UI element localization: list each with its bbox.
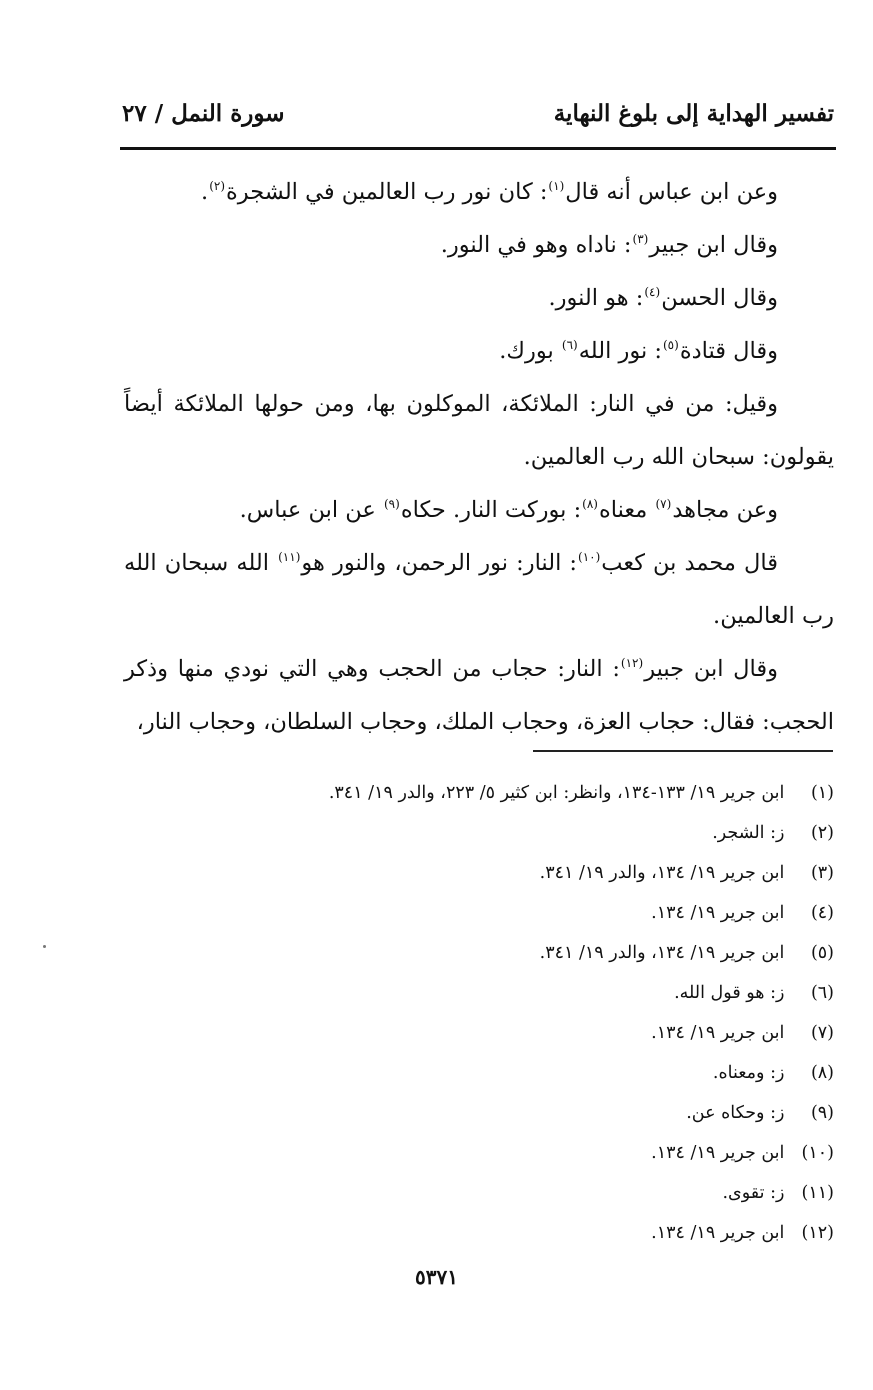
- footnote-text: ابن جرير ١٩/ ١٣٤، والدر ١٩/ ٣٤١.: [539, 943, 785, 963]
- footnote-number: (١١): [801, 1183, 834, 1203]
- footnote-6: [124, 973, 834, 1013]
- paragraph-3: [124, 272, 834, 325]
- text-run: : نور الله: [578, 338, 662, 364]
- paragraph-5: [124, 378, 834, 484]
- footnote-5: [124, 933, 834, 973]
- footnote-9: [124, 1093, 834, 1133]
- text-run: وعن مجاهد: [672, 497, 778, 523]
- text-run: وقال ابن جبير: [649, 232, 778, 258]
- footnote-1: [124, 773, 834, 813]
- footnote-text: ابن جرير ١٩/ ١٣٤، والدر ١٩/ ٣٤١.: [539, 863, 785, 883]
- footnote-10: [124, 1133, 834, 1173]
- footnote-text: ابن جرير ١٩/ ١٣٤.: [651, 1223, 785, 1243]
- footnote-text: ابن جرير ١٩/ ١٣٤.: [651, 1023, 785, 1043]
- footnote-text: ز: وحكاه عن.: [686, 1103, 785, 1123]
- text-run: وقال الحسن: [661, 285, 778, 311]
- footnote-separator: [533, 750, 833, 752]
- text-run: عن ابن عباس.: [239, 497, 383, 523]
- paragraph-1: [124, 166, 834, 219]
- footnote-number: (٩): [810, 1103, 834, 1123]
- footnote-number: (١٢): [801, 1223, 834, 1243]
- text-run: معناه: [598, 497, 655, 523]
- footnote-ref-2: (٢): [209, 179, 226, 193]
- text-run: وقال ابن جبير: [644, 656, 779, 682]
- footnote-4: [124, 893, 834, 933]
- footnote-ref-1: (١): [548, 179, 565, 193]
- text-run: : كان نور رب العالمين في الشجرة: [226, 179, 548, 205]
- footnote-text: ز: الشجر.: [712, 823, 785, 843]
- footnote-number: (٥): [810, 943, 834, 963]
- footnote-ref-5: (٥): [662, 338, 679, 352]
- text-run: الله سبحان الله رب العالمين.: [124, 550, 834, 629]
- text-run: بورك.: [499, 338, 561, 364]
- footnote-11: [124, 1173, 834, 1213]
- paragraph-2: [124, 219, 834, 272]
- main-text: [124, 166, 834, 749]
- footnote-ref-6: (٦): [561, 338, 578, 352]
- footnote-ref-3: (٣): [632, 232, 649, 246]
- paragraph-8: [124, 643, 834, 749]
- text-run: وعن ابن عباس أنه قال: [565, 179, 778, 205]
- paragraph-6: [124, 484, 834, 537]
- footnote-8: [124, 1053, 834, 1093]
- footnote-ref-10: (١٠): [578, 550, 601, 564]
- footnote-number: (٢): [810, 823, 834, 843]
- footnote-number: (١٠): [801, 1143, 834, 1163]
- footnote-number: (٣): [810, 863, 834, 883]
- footnote-text: ز: ومعناه.: [712, 1063, 785, 1083]
- footnote-number: (٦): [810, 983, 834, 1003]
- footnote-number: (١): [810, 783, 834, 803]
- footnote-ref-4: (٤): [644, 285, 661, 299]
- page-number: ٥٣٧١: [415, 1265, 458, 1289]
- footnote-3: [124, 853, 834, 893]
- footnote-text: ز: هو قول الله.: [674, 983, 785, 1003]
- footnote-ref-7: (٧): [655, 497, 672, 511]
- text-run: : النار: حجاب من الحجب وهي التي نودي منها وذكر الحجب: فقال: حجاب العزة، وحجاب الملك، وحجاب السلطان، وحجاب النار،: [124, 656, 834, 735]
- text-run: قال محمد بن كعب: [601, 550, 779, 576]
- footnote-7: [124, 1013, 834, 1053]
- footnote-text: ز: تقوى.: [722, 1183, 785, 1203]
- scan-speck: [43, 945, 46, 948]
- footnote-ref-11: (١١): [278, 550, 301, 564]
- footnote-ref-9: (٩): [383, 497, 400, 511]
- text-run: .: [201, 179, 209, 205]
- text-run: : بوركت النار. حكاه: [400, 497, 582, 523]
- footnote-text: ابن جرير ١٩/ ١٣٤.: [651, 903, 785, 923]
- footnote-2: [124, 813, 834, 853]
- header-rule: [120, 147, 836, 150]
- footnote-number: (٤): [810, 903, 834, 923]
- paragraph-4: [124, 325, 834, 378]
- footnote-number: (٧): [810, 1023, 834, 1043]
- text-run: : النار: نور الرحمن، والنور هو: [301, 550, 578, 576]
- book-title: تفسير الهداية إلى بلوغ النهاية: [553, 100, 834, 127]
- running-header: [122, 100, 834, 140]
- footnotes: [124, 773, 834, 1253]
- text-run: : هو النور.: [548, 285, 644, 311]
- text-run: وقيل: من في النار: الملائكة، الموكلون بها، ومن حولها الملائكة أيضاً يقولون: سبحان الله رب العالمين.: [124, 391, 834, 470]
- footnote-ref-12: (١٢): [620, 656, 644, 670]
- text-run: وقال قتادة: [679, 338, 778, 364]
- surah-label: سورة النمل / ٢٧: [122, 100, 285, 127]
- paragraph-7: [124, 537, 834, 643]
- footnote-text: ابن جرير ١٩/ ١٣٣-١٣٤، وانظر: ابن كثير ٥/ ٢٢٣، والدر ١٩/ ٣٤١.: [328, 783, 785, 803]
- text-run: : ناداه وهو في النور.: [440, 232, 632, 258]
- footnote-ref-8: (٨): [582, 497, 598, 511]
- footnote-text: ابن جرير ١٩/ ١٣٤.: [651, 1143, 785, 1163]
- footnote-12: [124, 1213, 834, 1253]
- footnote-number: (٨): [810, 1063, 834, 1083]
